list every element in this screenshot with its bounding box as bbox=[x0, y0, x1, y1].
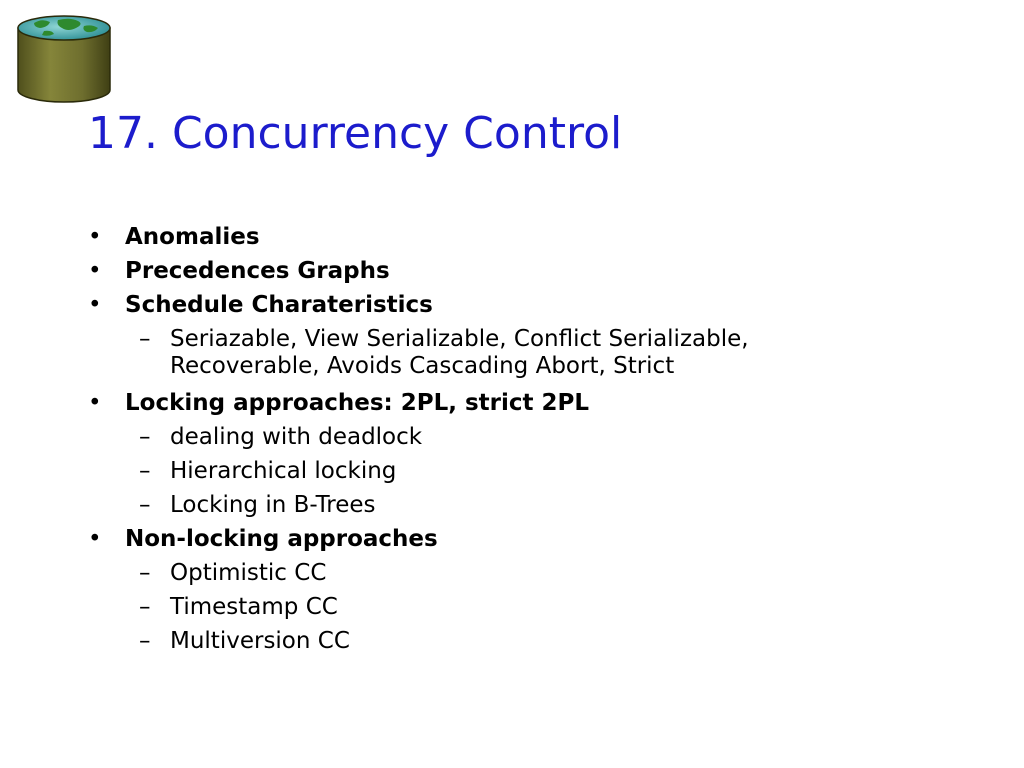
dash-marker: – bbox=[139, 492, 151, 518]
sub-item-text: dealing with deadlock bbox=[170, 424, 423, 450]
sub-item-text: Timestamp CC bbox=[170, 594, 338, 620]
bullet-text: Anomalies bbox=[125, 224, 260, 250]
bullet-marker: • bbox=[88, 292, 102, 318]
sub-item-text: Optimistic CC bbox=[170, 560, 327, 586]
database-globe-icon bbox=[14, 14, 114, 106]
dash-marker: – bbox=[139, 326, 151, 352]
dash-marker: – bbox=[139, 560, 151, 586]
dash-marker: – bbox=[139, 458, 151, 484]
slide-title: 17. Concurrency Control bbox=[88, 108, 623, 159]
sub-item-text: Locking in B-Trees bbox=[170, 492, 376, 518]
sub-item-text: Multiversion CC bbox=[170, 628, 350, 654]
bullet-text: Precedences Graphs bbox=[125, 258, 390, 284]
dash-marker: – bbox=[139, 594, 151, 620]
dash-marker: – bbox=[139, 628, 151, 654]
sub-item-text: Seriazable, View Serializable, Conflict Serializable, bbox=[170, 326, 749, 352]
bullet-marker: • bbox=[88, 224, 102, 250]
bullet-marker: • bbox=[88, 390, 102, 416]
sub-item-text: Recoverable, Avoids Cascading Abort, Strict bbox=[170, 353, 675, 379]
bullet-marker: • bbox=[88, 258, 102, 284]
bullet-text: Schedule Charateristics bbox=[125, 292, 433, 318]
bullet-text: Locking approaches: 2PL, strict 2PL bbox=[125, 390, 590, 416]
bullet-text: Non-locking approaches bbox=[125, 526, 438, 552]
bullet-marker: • bbox=[88, 526, 102, 552]
dash-marker: – bbox=[139, 424, 151, 450]
sub-item-text: Hierarchical locking bbox=[170, 458, 397, 484]
